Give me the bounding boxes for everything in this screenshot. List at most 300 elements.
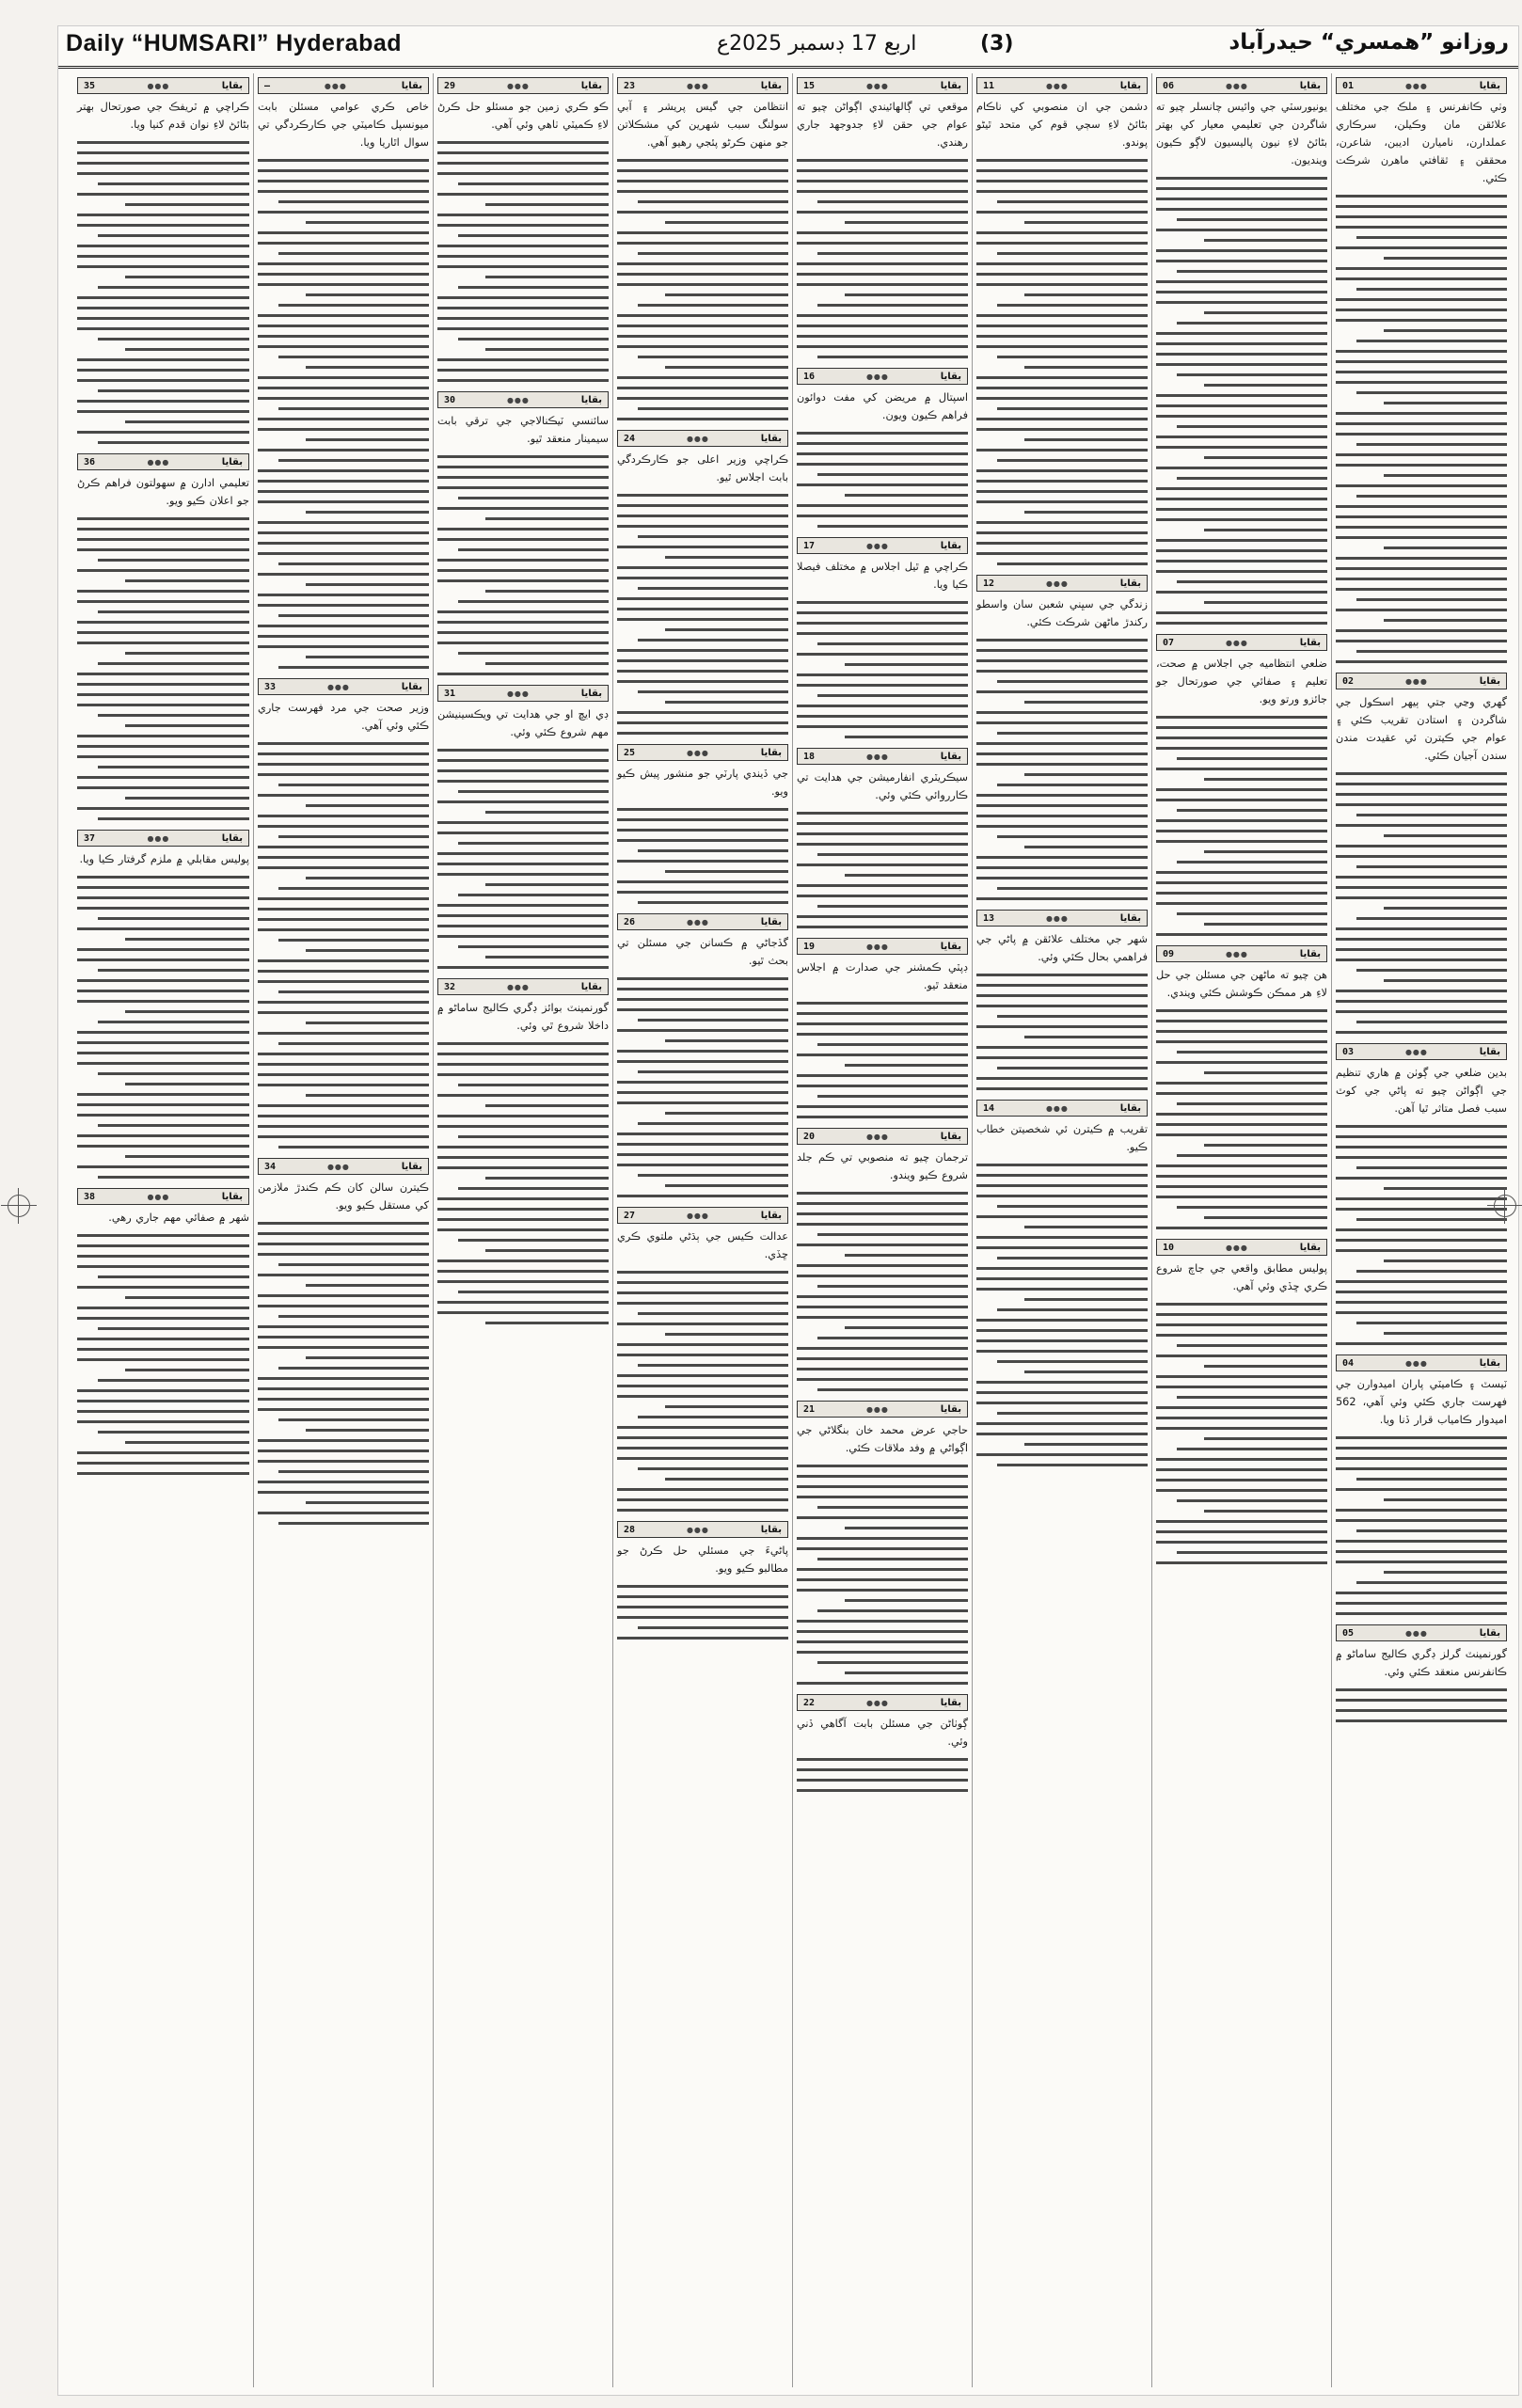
text-line [976, 1288, 1148, 1291]
story-number: 13 [983, 912, 995, 924]
text-line [638, 1467, 788, 1470]
text-line [976, 721, 1148, 724]
story-tag [1156, 77, 1327, 94]
text-line [258, 283, 429, 286]
text-line [278, 1367, 429, 1370]
text-line [617, 1195, 788, 1197]
text-line [306, 293, 429, 296]
text-line [617, 732, 788, 735]
news-story [976, 575, 1148, 900]
text-line [1356, 236, 1507, 239]
text-line [797, 1054, 968, 1056]
text-line [98, 610, 249, 613]
text-line [797, 1223, 968, 1226]
story-text-lines [437, 749, 609, 969]
text-line [817, 905, 968, 908]
dots-icon: ●●● [865, 942, 889, 951]
text-line [976, 1422, 1148, 1425]
dots-icon: ●●● [1225, 949, 1248, 958]
text-line [77, 631, 249, 634]
story-text: ڪراچي ۾ ٿيل اجلاس ۾ مختلف فيصلا ڪيا ويا. [797, 561, 968, 591]
text-line [1156, 1417, 1327, 1419]
news-story [797, 368, 968, 528]
text-line [1336, 896, 1507, 899]
text-line [617, 397, 788, 400]
text-line [617, 1281, 788, 1284]
story-label: بقايا [940, 80, 961, 91]
text-line [845, 1064, 968, 1067]
text-line [437, 873, 609, 876]
text-line [437, 914, 609, 917]
text-line [258, 1232, 429, 1235]
text-line [1336, 1239, 1507, 1242]
text-line [1024, 511, 1148, 514]
text-line [638, 535, 788, 538]
text-line [77, 1348, 249, 1351]
text-line [437, 172, 609, 175]
text-line [485, 1249, 609, 1252]
text-line [797, 1074, 968, 1077]
text-line [797, 190, 968, 193]
text-line [617, 231, 788, 234]
text-line [1336, 360, 1507, 363]
story-tag [77, 830, 249, 847]
text-line [617, 721, 788, 724]
text-line [306, 438, 429, 441]
text-line [1156, 1009, 1327, 1012]
registration-mark-right-icon [1494, 1195, 1516, 1217]
text-line [258, 980, 429, 983]
story-text-lines [1156, 1303, 1327, 1564]
text-line [997, 1464, 1148, 1466]
text-line [797, 1578, 968, 1581]
story-label: بقايا [1299, 80, 1321, 91]
text-line [1156, 1175, 1327, 1178]
text-line [437, 307, 609, 309]
text-line [278, 887, 429, 890]
text-line [77, 621, 249, 624]
text-line [976, 1350, 1148, 1353]
text-line [617, 1616, 788, 1619]
text-line [617, 345, 788, 348]
story-tag [797, 748, 968, 765]
text-line [617, 577, 788, 579]
text-line [258, 325, 429, 327]
text-line [485, 203, 609, 206]
news-story [258, 1158, 429, 1525]
text-line [258, 1398, 429, 1401]
text-line [797, 314, 968, 317]
text-line [817, 356, 968, 358]
news-story [617, 744, 788, 904]
dots-icon: ●●● [1225, 81, 1248, 90]
text-line [437, 1115, 609, 1117]
text-line [125, 203, 249, 206]
text-line [77, 517, 249, 520]
text-line [1156, 726, 1327, 729]
text-line [258, 1460, 429, 1463]
news-column [1331, 73, 1511, 2387]
text-line [1336, 783, 1507, 785]
story-text: بدين ضلعي جي ڳوٺن ۾ هاري تنظيم جي اڳواڻن چيو ته پاڻي جي کوٽ سبب فصل متاثر ٿيا آهن. [1336, 1067, 1507, 1115]
dots-icon: ●●● [147, 1192, 170, 1201]
text-line [458, 338, 609, 341]
text-line [77, 224, 249, 227]
news-story [437, 978, 609, 1324]
text-line [98, 441, 249, 444]
story-tag [1336, 1624, 1507, 1641]
text-line [976, 1215, 1148, 1218]
text-line [1156, 508, 1327, 511]
story-text: ضلعي انتظاميه جي اجلاس ۾ صحت، تعليم ۽ صفائي جي صورتحال جو جائزو ورتو ويو. [1156, 657, 1327, 705]
text-line [458, 497, 609, 499]
text-line [437, 486, 609, 489]
news-story [77, 453, 249, 820]
text-line [458, 1239, 609, 1242]
text-line [1356, 1021, 1507, 1023]
text-line [258, 1408, 429, 1411]
dots-icon: ●●● [1404, 676, 1428, 686]
story-text-lines [797, 432, 968, 528]
story-tag [1336, 1354, 1507, 1371]
text-line [1156, 933, 1327, 936]
text-line [258, 242, 429, 245]
text-line [797, 705, 968, 707]
text-line [258, 1084, 429, 1086]
text-line [437, 966, 609, 969]
text-line [797, 1116, 968, 1118]
text-line [77, 1420, 249, 1423]
text-line [617, 998, 788, 1001]
text-line [976, 345, 1148, 348]
text-line [1384, 1498, 1507, 1501]
story-label: بقايا [1119, 578, 1141, 589]
story-number: 21 [803, 1403, 816, 1415]
text-line [617, 1143, 788, 1146]
text-line [258, 908, 429, 911]
text-line [77, 369, 249, 372]
text-line [458, 548, 609, 551]
text-line [258, 1481, 429, 1483]
text-line [617, 1457, 788, 1460]
title-urdu: روزانو ”همسري“ حيدرآباد [1229, 30, 1509, 55]
dots-icon: ●●● [865, 1404, 889, 1414]
text-line [976, 804, 1148, 807]
text-line [458, 1084, 609, 1086]
text-line [997, 1412, 1148, 1415]
text-line [817, 525, 968, 528]
text-line [1336, 938, 1507, 941]
story-text: شهر ۾ صفائي مهم جاري رهي. [108, 1212, 249, 1224]
text-line [1024, 438, 1148, 441]
story-number: 12 [983, 578, 995, 589]
text-line [665, 1478, 788, 1481]
text-line [617, 880, 788, 883]
story-tag [797, 1401, 968, 1418]
text-line [1336, 886, 1507, 889]
text-line [617, 1101, 788, 1104]
story-number: 26 [624, 916, 636, 927]
text-line [77, 410, 249, 413]
story-text: گورنمينٽ گرلز ڊگري ڪاليج ساماڻو ۾ ڪانفرنس منعقد ڪئي وئي. [1336, 1648, 1507, 1678]
text-line [485, 590, 609, 593]
text-line [976, 262, 1148, 265]
text-line [638, 587, 788, 590]
story-tag [617, 430, 788, 447]
text-line [976, 1195, 1148, 1197]
story-text-lines [976, 974, 1148, 1090]
newspaper-page [58, 26, 1518, 2395]
news-story [617, 913, 788, 1197]
news-column [972, 73, 1151, 2387]
text-line [976, 670, 1148, 673]
text-line [638, 1174, 788, 1177]
text-line [1156, 747, 1327, 750]
text-line [77, 590, 249, 593]
text-line [258, 856, 429, 859]
text-line [797, 822, 968, 825]
text-line [797, 1378, 968, 1381]
text-line [976, 397, 1148, 400]
text-line [638, 849, 788, 852]
text-line [797, 1264, 968, 1267]
text-line [617, 546, 788, 548]
story-text-lines [1156, 177, 1327, 625]
story-text-lines [77, 1234, 249, 1475]
text-line [485, 517, 609, 520]
story-text: زندگي جي سڀني شعبن سان واسطو رکندڙ ماڻهن شرڪت ڪئي. [976, 598, 1148, 628]
story-text: اسپتال ۾ مريضن کي مفت دوائون فراهم ڪيون ويون. [797, 391, 968, 421]
text-line [437, 800, 609, 803]
text-line [258, 1274, 429, 1276]
story-label: بقايا [401, 1161, 422, 1172]
text-line [458, 894, 609, 896]
text-line [976, 794, 1148, 797]
text-line [125, 938, 249, 941]
text-line [77, 704, 249, 706]
text-line [617, 839, 788, 842]
text-line [617, 1008, 788, 1011]
text-line [797, 1316, 968, 1319]
text-line [306, 366, 429, 369]
dots-icon: ●●● [865, 541, 889, 550]
text-line [817, 1506, 968, 1509]
story-text: ڪو ڪري زمين جو مسئلو حل ڪرڻ لاءِ ڪميٽي ٺاهي وئي آهي. [437, 101, 609, 131]
text-line [437, 1042, 609, 1045]
text-line [976, 856, 1148, 859]
text-line [617, 314, 788, 317]
story-text-lines [1336, 1125, 1507, 1345]
text-line [77, 327, 249, 330]
text-line [797, 653, 968, 656]
text-line [797, 515, 968, 517]
story-text: تعليمي ادارن ۾ سهولتون فراهم ڪرڻ جو اعلان ڪيو ويو. [77, 477, 249, 507]
text-line [1204, 1071, 1327, 1074]
news-story [617, 77, 788, 420]
dots-icon: ●●● [147, 833, 170, 843]
text-line [1156, 1386, 1327, 1388]
story-tag [437, 77, 609, 94]
text-line [77, 886, 249, 889]
text-line [976, 1056, 1148, 1059]
text-line [306, 1356, 429, 1359]
text-line [617, 566, 788, 569]
text-line [437, 569, 609, 572]
text-line [1336, 557, 1507, 560]
story-number: 37 [84, 832, 96, 844]
story-tag [437, 685, 609, 702]
story-text: خاص ڪري عوامي مسئلن بابت ميونسپل ڪاميٽي جي ڪارڪردگي تي سوال اٿاريا ويا. [258, 101, 429, 149]
text-line [617, 190, 788, 193]
text-line [1384, 547, 1507, 549]
text-line [458, 1187, 609, 1190]
text-line [278, 356, 429, 358]
text-line [797, 273, 968, 276]
text-line [976, 231, 1148, 234]
text-line [845, 874, 968, 877]
text-line [278, 1470, 429, 1473]
story-number: — [264, 80, 271, 91]
story-text-lines [617, 494, 788, 735]
story-text: گهري وڃي جتي ٻيهر اسڪول جي شاگردن ۽ استادن تقريب ڪئي ۽ عوام جي ڪيترن ئي عقيدت مندن سندن آجيان ڪئي. [1336, 696, 1507, 762]
text-line [77, 907, 249, 910]
text-line [976, 1391, 1148, 1394]
text-line [797, 159, 968, 162]
text-line [976, 742, 1148, 745]
text-line [485, 956, 609, 958]
text-line [976, 984, 1148, 987]
text-line [77, 958, 249, 961]
story-text: دشمن جي ان منصوبي کي ناڪام بڻائڻ لاءِ سڄي قوم کي متحد ٿيڻو پوندو. [976, 101, 1148, 149]
story-text-lines [258, 742, 429, 1149]
text-line [1156, 1458, 1327, 1461]
story-text-lines [437, 455, 609, 675]
text-line [98, 1431, 249, 1434]
text-line [437, 1228, 609, 1231]
text-line [278, 1418, 429, 1421]
text-line [437, 1156, 609, 1159]
news-column [612, 73, 792, 2387]
text-line [976, 1087, 1148, 1090]
text-line [125, 652, 249, 655]
text-line [1177, 322, 1327, 325]
text-line [77, 296, 249, 299]
text-line [77, 673, 249, 675]
text-line [1336, 309, 1507, 311]
text-line [1384, 1571, 1507, 1574]
text-line [258, 742, 429, 745]
text-line [617, 1323, 788, 1325]
text-line [77, 214, 249, 216]
text-line [1024, 846, 1148, 848]
dots-icon: ●●● [324, 81, 347, 90]
text-line [817, 473, 968, 476]
text-line [845, 1326, 968, 1329]
story-text: سائنسي ٽيڪنالاجي جي ترقي بابت سيمينار منعقد ٿيو. [437, 415, 609, 445]
text-line [1336, 1249, 1507, 1252]
news-story [1336, 1624, 1507, 1722]
text-line [278, 252, 429, 255]
text-line [437, 769, 609, 772]
text-line [1156, 1133, 1327, 1136]
text-line [976, 1174, 1148, 1177]
text-line [638, 639, 788, 642]
text-line [1156, 291, 1327, 293]
text-line [797, 601, 968, 604]
issue-date: اربع 17 ڊسمبر 2025ع [717, 32, 917, 55]
text-line [617, 1050, 788, 1053]
story-text: ٽيسٽ ۽ ڪاميٽي پاران اميدوارن جي فهرست جاري ڪئي وئي آهي، 562 اميدوار ڪامياب قرار ڏنا ويا. [1336, 1378, 1507, 1426]
story-text-lines [797, 1192, 968, 1391]
text-line [437, 1301, 609, 1304]
text-line [1336, 640, 1507, 642]
text-line [485, 811, 609, 814]
story-text-lines [77, 141, 249, 444]
text-line [617, 180, 788, 182]
story-number: 23 [624, 80, 636, 91]
dots-icon: ●●● [506, 689, 530, 698]
text-line [437, 759, 609, 762]
text-line [817, 1285, 968, 1288]
text-line [125, 797, 249, 800]
text-line [1156, 1040, 1327, 1043]
text-line [98, 662, 249, 665]
text-line [258, 180, 429, 182]
text-line [797, 895, 968, 897]
text-line [1336, 1550, 1507, 1553]
story-text: گورنمينٽ بوائز ڊگري ڪاليج ساماڻو ۾ داخلا شروع ٿي وئي. [437, 1002, 609, 1032]
text-line [997, 732, 1148, 735]
text-line [617, 597, 788, 600]
text-line [485, 1104, 609, 1107]
text-line [77, 431, 249, 434]
news-story [797, 537, 968, 738]
text-line [797, 1105, 968, 1108]
text-line [797, 1547, 968, 1550]
text-line [997, 680, 1148, 683]
story-label: بقايا [1479, 675, 1500, 687]
dots-icon: ●●● [1225, 1243, 1248, 1252]
text-line [797, 832, 968, 835]
text-line [77, 1265, 249, 1268]
text-line [1177, 1396, 1327, 1399]
text-line [485, 1177, 609, 1180]
text-line [1156, 332, 1327, 335]
text-line [437, 673, 609, 675]
text-line [617, 1091, 788, 1094]
news-column [792, 73, 972, 2387]
story-text: تقريب ۾ ڪيترن ئي شخصيتن خطاب ڪيو. [976, 1123, 1148, 1153]
text-line [458, 286, 609, 289]
text-line [278, 835, 429, 838]
story-tag [258, 1158, 429, 1175]
text-line [258, 1073, 429, 1076]
text-line [125, 1296, 249, 1299]
text-line [1204, 1216, 1327, 1219]
text-line [797, 725, 968, 728]
text-line [1156, 353, 1327, 356]
text-line [1177, 580, 1327, 583]
text-line [258, 449, 429, 452]
text-line [617, 1343, 788, 1346]
dots-icon: ●●● [865, 1132, 889, 1141]
text-line [125, 1155, 249, 1158]
text-line [258, 262, 429, 265]
story-tag [617, 77, 788, 94]
story-text: جي ڏيندي پارٽي جو منشور پيش ڪيو ويو. [617, 768, 788, 798]
text-line [976, 659, 1148, 662]
text-line [797, 231, 968, 234]
